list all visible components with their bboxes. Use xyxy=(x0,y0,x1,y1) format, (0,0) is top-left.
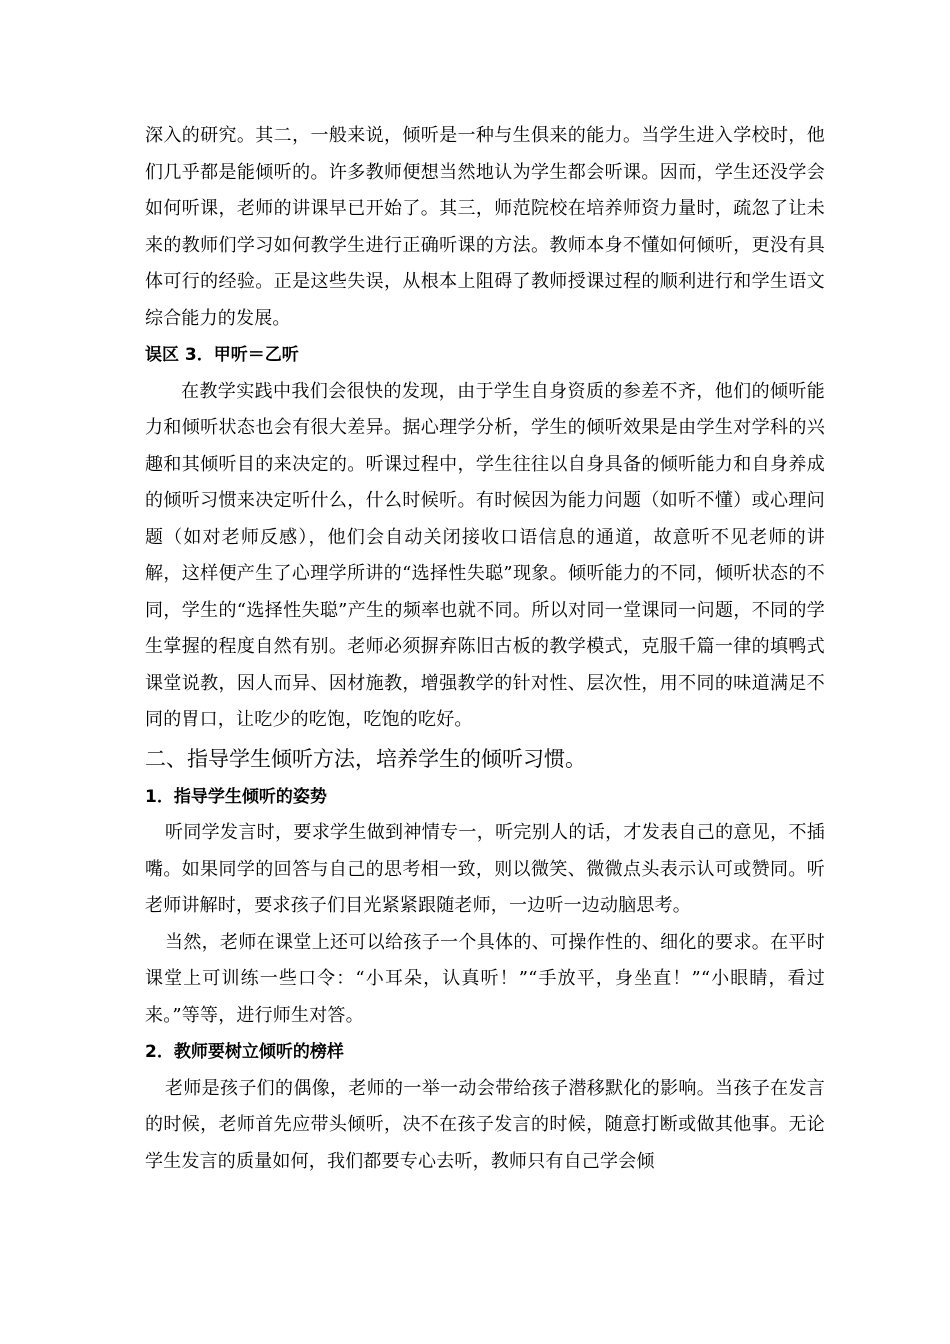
paragraph-classroom-commands: 当然，老师在课堂上还可以给孩子一个具体的、可操作性的、细化的要求。在平时课堂上可训练一些口令：“小耳朵，认真听！”“手放平，身坐直！”“小眼睛，看过来。”等等，进行师生对答。 xyxy=(145,931,825,1026)
section-heading-2: 二、指导学生倾听方法，培养学生的倾听习惯。 xyxy=(145,746,586,771)
paragraph-teacher-example: 老师是孩子们的偶像，老师的一举一动会带给孩子潜移默化的影响。当孩子在发言的时候，老师首先应带头倾听，决不在孩子发言的时候，随意打断或做其他事。无论学生发言的质量如何，我们都要专心去听，教师只有自己学会倾 xyxy=(145,1077,825,1172)
heading-misconception-3: 误区 3．甲听＝乙听 xyxy=(145,345,299,365)
paragraph-research-reasons: 深入的研究。其二，一般来说，倾听是一种与生俱来的能力。当学生进入学校时，他们几乎都是能倾听的。许多教师便想当然地认为学生都会听课。因而，学生还没学会如何听课，老师的讲课早已开始了。其三，师范院校在培养师资力量时，疏忽了让未来的教师们学习如何教学生进行正确听课的方法。教师本身不懂如何倾听，更没有具体可行的经验。正是这些失误，从根本上阻碍了教师授课过程的顺利进行和学生语文综合能力的发展。 xyxy=(145,125,825,329)
subheading-teacher-example: 2．教师要树立倾听的榜样 xyxy=(145,1042,344,1062)
paragraph-listening-posture: 听同学发言时，要求学生做到神情专一，听完别人的话，才发表自己的意见，不插嘴。如果同学的回答与自己的思考相一致，则以微笑、微微点头表示认可或赞同。听老师讲解时，要求孩子们目光紧紧跟随老师，一边听一边动脑思考。 xyxy=(145,822,825,916)
document-body xyxy=(145,118,825,1180)
paragraph-listening-differences: 在教学实践中我们会很快的发现，由于学生自身资质的参差不齐，他们的倾听能力和倾听状态也会有很大差异。据心理学分析，学生的倾听效果是由学生对学科的兴趣和其倾听目的来决定的。听课过程中，学生往往以自身具备的倾听能力和自身养成的倾听习惯来决定听什么，什么时候听。有时候因为能力问题（如听不懂）或心理问题（如对老师反感），他们会自动关闭接收口语信息的通道，故意听不见老师的讲解，这样便产生了心理学所讲的“选择性失聪”现象。倾听能力的不同，倾听状态的不同，学生的“选择性失聪”产生的频率也就不同。所以对同一堂课同一问题，不同的学生掌握的程度自然有别。老师必须摒弃陈旧古板的教学模式，克服千篇一律的填鸭式课堂说教，因人而异、因材施教，增强教学的针对性、层次性，用不同的味道满足不同的胃口，让吃少的吃饱，吃饱的吃好。 xyxy=(145,380,825,730)
subheading-listening-posture: 1．指导学生倾听的姿势 xyxy=(145,786,327,807)
